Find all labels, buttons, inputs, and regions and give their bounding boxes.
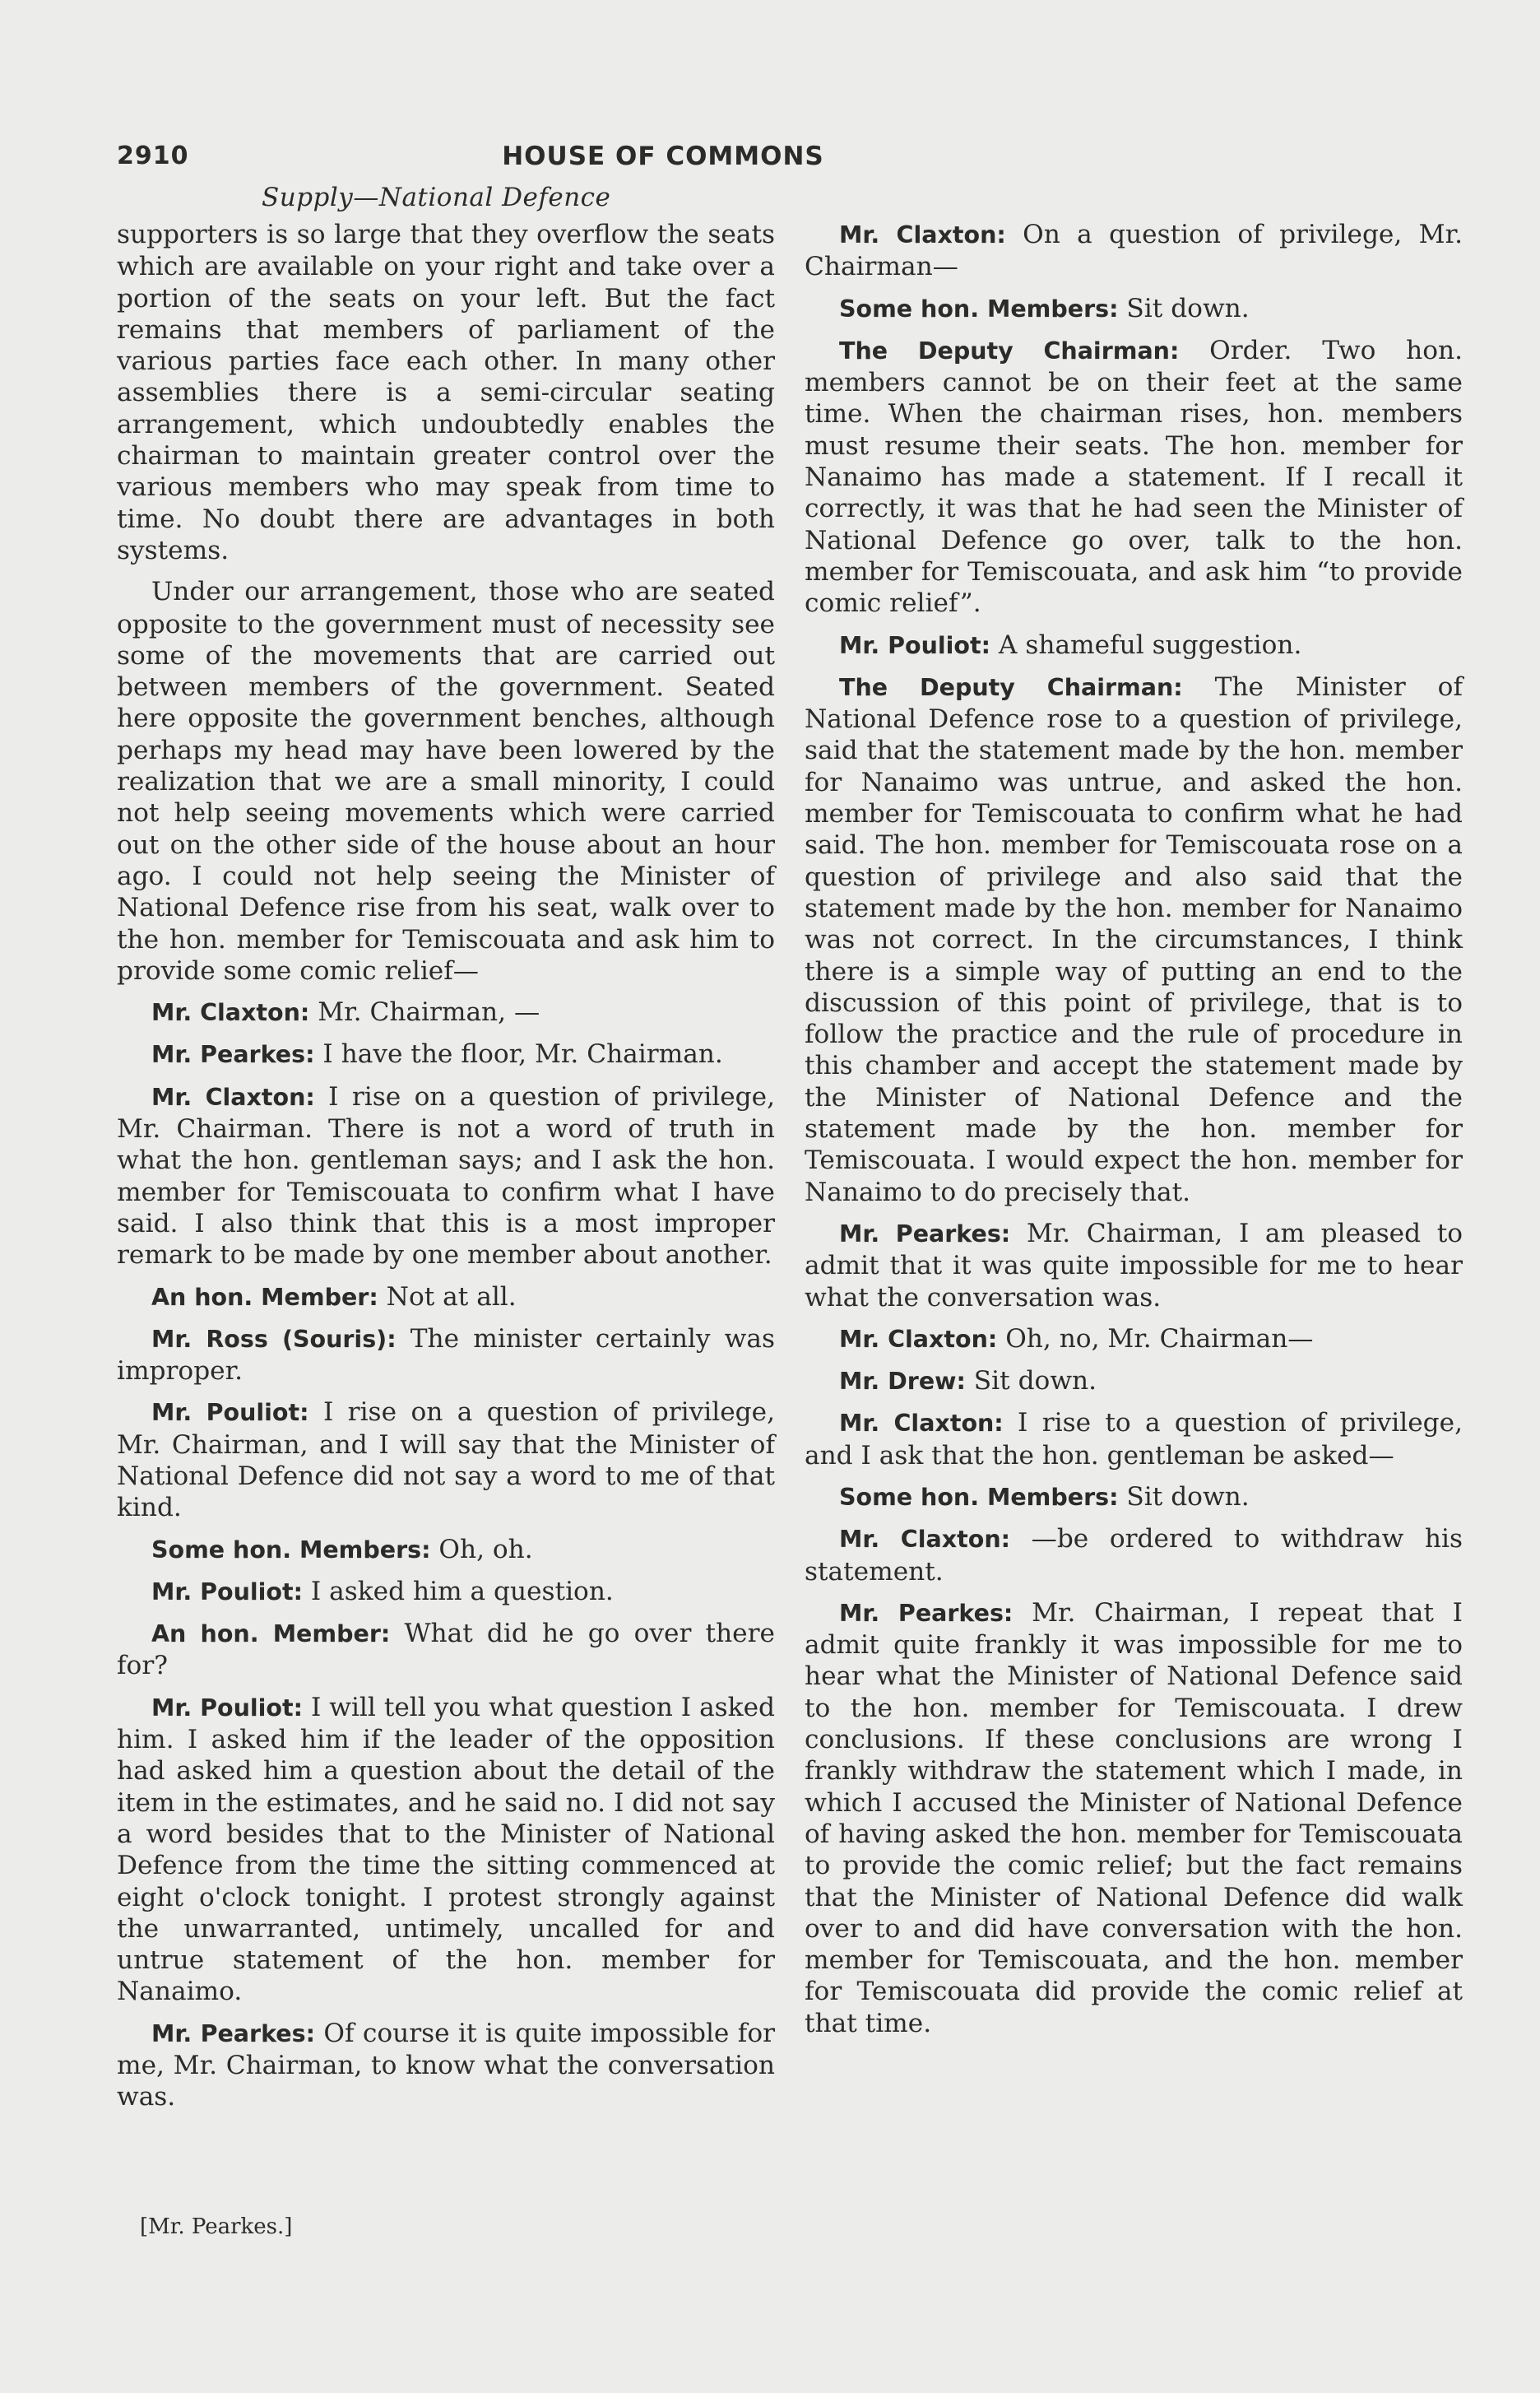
speaker-name: Mr. Claxton: — [839, 1410, 1004, 1438]
paragraph — [117, 1039, 775, 1071]
paragraph — [117, 1323, 775, 1387]
speaker-name: Mr. Claxton: — [839, 221, 1006, 249]
speech-text: —be ordered to withdraw his statement. — [805, 1524, 1463, 1587]
section-subhead: Supply—National Defence — [262, 183, 611, 212]
speaker-name: Mr. Claxton: — [839, 1526, 1010, 1554]
speech-text: I asked him a question. — [310, 1576, 614, 1606]
speaker-name: The Deputy Chairman: — [839, 673, 1183, 701]
right-column — [805, 219, 1463, 2049]
speaker-name: Mr. Pearkes: — [839, 1220, 1011, 1248]
speaker-name: Mr. Pearkes: — [839, 1599, 1014, 1627]
paragraph — [117, 219, 775, 566]
paragraph — [117, 1692, 775, 2008]
speaker-name: An hon. Member: — [151, 1620, 391, 1648]
page-number: 2910 — [117, 142, 189, 170]
speaker-name: Some hon. Members: — [839, 1483, 1119, 1511]
speaker-name: Mr. Drew: — [839, 1368, 966, 1396]
speaker-name: The Deputy Chairman: — [839, 337, 1180, 365]
left-column — [117, 219, 775, 2123]
paragraph — [117, 1618, 775, 1682]
speaker-name: Mr. Pouliot: — [151, 1694, 304, 1722]
paragraph — [805, 335, 1463, 620]
paragraph — [805, 671, 1463, 1208]
paragraph — [805, 1523, 1463, 1587]
speech-text: Sit down. — [1126, 1481, 1250, 1512]
speech-text: Order. Two hon. members cannot be on their feet at the same time. When the chairman rises, hon. members must resume their seats. The hon. member for Nanaimo has made a statement. If I recall it correctly, it was that he had seen the Minister of National Defence go over, talk to the hon. member for Temiscouata, and ask him “to provide comic relief”. — [805, 335, 1463, 619]
speech-text: Sit down. — [1126, 293, 1250, 323]
paragraph — [805, 293, 1463, 325]
speech-text: Oh, oh. — [438, 1534, 533, 1564]
paragraph — [117, 2018, 775, 2113]
speaker-name: Mr. Claxton: — [151, 1083, 315, 1111]
speech-text: What did he go over there for? — [117, 1619, 776, 1681]
speech-text: A shameful suggestion. — [998, 630, 1302, 660]
speech-text: The minister certainly was improper. — [117, 1323, 775, 1387]
paragraph — [805, 1407, 1463, 1471]
paragraph — [117, 997, 775, 1029]
speaker-name: Mr. Ross (Souris): — [151, 1325, 397, 1353]
paragraph — [805, 630, 1463, 662]
speech-text: Under our arrangement, those who are seated opposite to the government must of necessity see some of the movements that are carried out between members of the government. Seated here opposite the government benches, although perhaps my head may have been lowered by the realization that we are a small minority, I could not help seeing movements which were carried out on the other side of the house about an hour ago. I could not help seeing the Minister of National Defence rise from his seat, walk over to the hon. member for Temiscouata and ask him to provide some comic relief— — [117, 577, 775, 986]
paragraph — [117, 1396, 775, 1523]
speech-text: Mr. Chairman, — — [318, 997, 540, 1028]
speaker-name: Mr. Claxton: — [151, 999, 310, 1027]
paragraph — [805, 1597, 1463, 2039]
speaker-name: Mr. Pouliot: — [151, 1399, 309, 1427]
speech-text: I rise on a question of privilege, Mr. Chairman. There is not a word of truth in what the hon. gentleman says; and I ask the hon. member for Temiscouata to confirm what I have said. I also think that this is a most improper remark to be made by one member about another. — [117, 1081, 775, 1271]
speech-text: The Minister of National Defence rose to a question of privilege, said that the statement made by the hon. member for Nanaimo was untrue, and asked the hon. member for Temiscouata to confirm what he had said. The hon. member for Temiscouata rose on a question of privilege and also said that the statement made by the hon. member for Nanaimo was not correct. In the circumstances, I think there is a simple way of putting an end to the discussion of this point of privilege, that is to follow the practice and the rule of procedure in this chamber and accept the statement made by the Minister of National Defence and the statement made by the hon. member for Temiscouata. I would expect the hon. member for Nanaimo to do precisely that. — [805, 671, 1463, 1207]
speech-text: I rise to a question of privilege, and I ask that the hon. gentleman be asked— — [805, 1408, 1463, 1471]
paragraph — [805, 219, 1463, 283]
paragraph — [805, 1365, 1463, 1397]
speech-text: supporters is so large that they overflow the seats which are available on your right and take over a portion of the seats on your left. But the fact remains that members of parliament of the various parties face each other. In many other assemblies there is a semi-circular seating arrangement, which undoubtedly enables the chairman to maintain greater control over the various members who may speak from time to time. No doubt there are advantages in both systems. — [117, 220, 775, 565]
paragraph — [117, 1281, 775, 1313]
footer-speaker-note: [Mr. Pearkes.] — [140, 2214, 293, 2239]
paragraph — [117, 1576, 775, 1608]
page-title: HOUSE OF COMMONS — [502, 142, 824, 171]
page-header — [117, 142, 962, 178]
speech-text: Mr. Chairman, I repeat that I admit quite frankly it was impossible for me to hear what the Minister of National Defence said to the hon. member for Temiscouata. I drew conclusions. If these conclusions are wrong I frankly withdraw the statement which I made, in which I accused the Minister of National Defence of having asked the hon. member for Temiscouata to provide the comic relief; but the fact remains that the Minister of National Defence did walk over to and did have conversation with the hon. member for Temiscouata, and the hon. member for Temiscouata did provide the comic relief at that time. — [805, 1597, 1463, 2038]
speech-text: Oh, no, Mr. Chairman— — [1005, 1323, 1314, 1354]
speaker-name: An hon. Member: — [151, 1283, 378, 1311]
paragraph — [805, 1218, 1463, 1313]
paragraph — [117, 576, 775, 987]
speaker-name: Mr. Pearkes: — [151, 1041, 315, 1069]
speech-text: Not at all. — [386, 1281, 517, 1312]
paragraph — [805, 1323, 1463, 1355]
speech-text: Of course it is quite impossible for me, Mr. Chairman, to know what the conversation was. — [117, 2018, 775, 2112]
paragraph — [805, 1481, 1463, 1513]
speaker-name: Mr. Pearkes: — [151, 2019, 315, 2047]
paragraph — [117, 1534, 775, 1566]
speech-text: Sit down. — [973, 1366, 1097, 1396]
speaker-name: Mr. Claxton: — [839, 1325, 998, 1353]
speech-text: Mr. Chairman, I am pleased to admit that it was quite impossible for me to hear what the conversation was. — [805, 1218, 1463, 1313]
speech-text: I rise on a question of privilege, Mr. Chairman, and I will say that the Minister of National Defence did not say a word to me of that kind. — [117, 1397, 775, 1523]
speaker-name: Some hon. Members: — [151, 1536, 431, 1564]
paragraph — [117, 1081, 775, 1271]
speaker-name: Mr. Pouliot: — [151, 1578, 303, 1605]
speech-text: I will tell you what question I asked him. I asked him if the leader of the opposition had asked him a question about the detail of the item in the estimates, and he said no. I did not say a word besides that to the Minister of National Defence from the time the sitting commenced at eight o'clock tonight. I protest strongly against the unwarranted, untimely, uncalled for and untrue statement of the hon. member for Nanaimo. — [117, 1692, 775, 2007]
speech-text: On a question of privilege, Mr. Chairman— — [805, 220, 1463, 282]
speaker-name: Mr. Pouliot: — [839, 631, 990, 659]
speech-text: I have the floor, Mr. Chairman. — [322, 1039, 723, 1070]
speaker-name: Some hon. Members: — [839, 295, 1119, 323]
